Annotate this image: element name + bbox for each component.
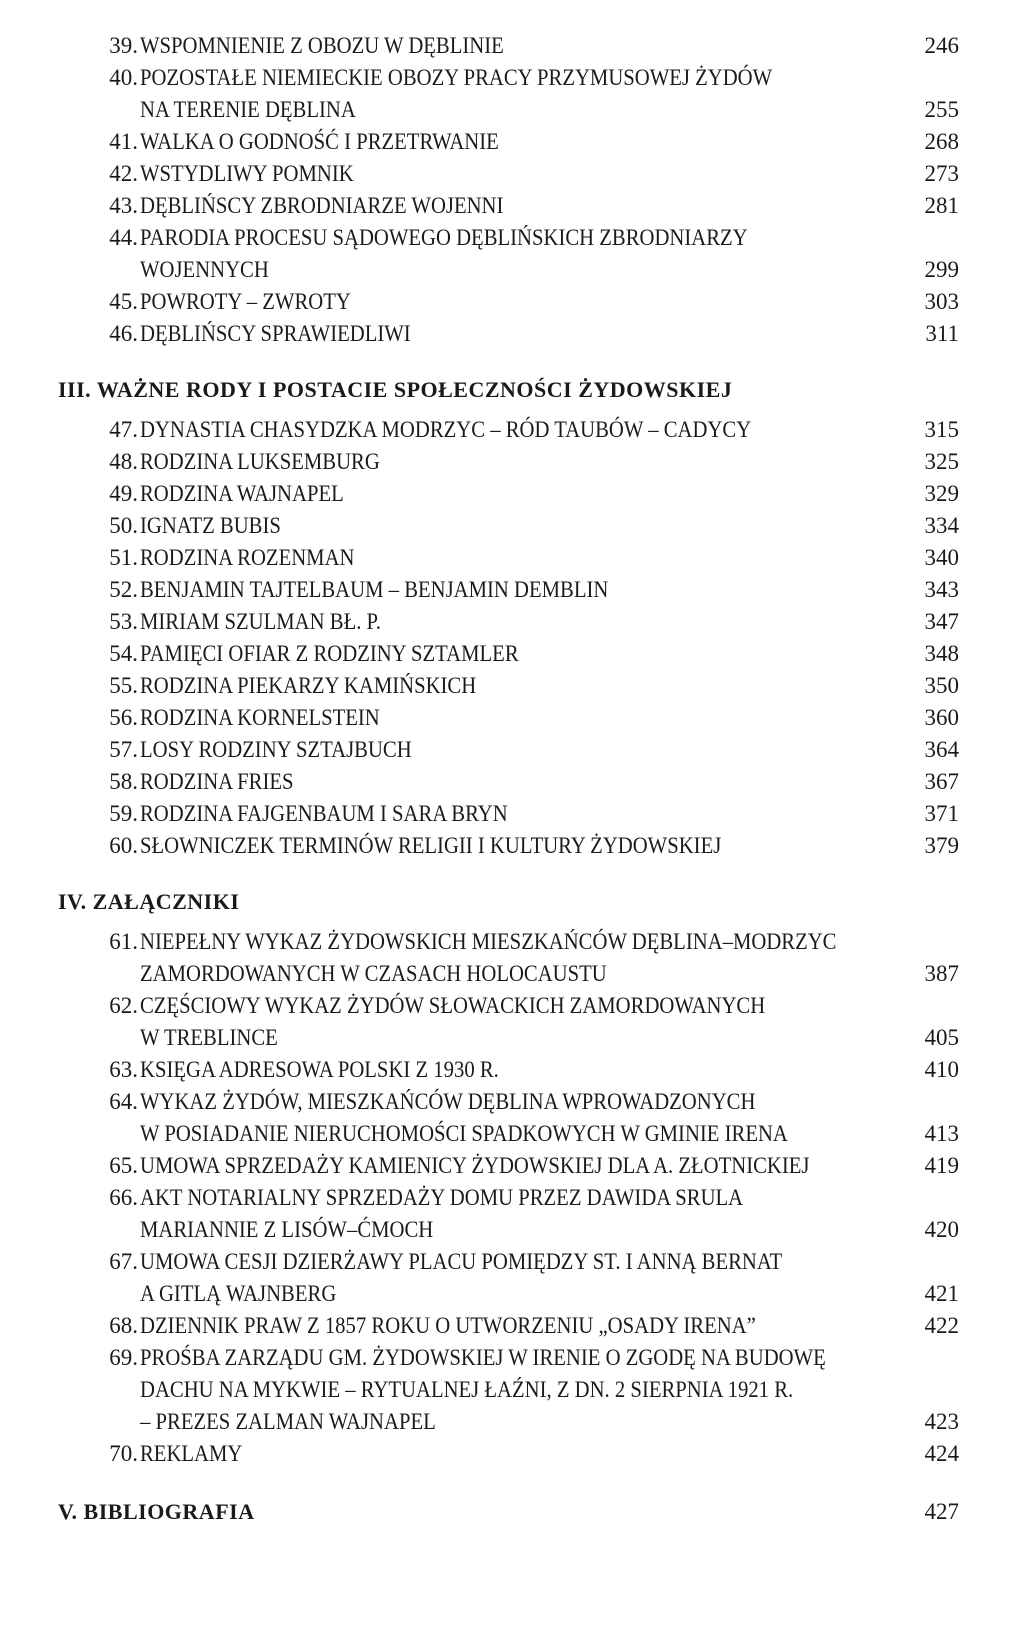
entry-number: 67. bbox=[109, 1249, 138, 1274]
entry-page-number: 371 bbox=[924, 801, 959, 826]
entry-page-number: 334 bbox=[924, 513, 959, 538]
entry-title-line: NIEPEŁNY WYKAZ ŻYDOWSKICH MIESZKAŃCÓW DĘBLINA–MODRZYC bbox=[140, 929, 837, 954]
entry-page-number: 364 bbox=[924, 737, 959, 762]
entry-title-line: REKLAMY bbox=[140, 1441, 243, 1466]
entry-title-line: AKT NOTARIALNY SPRZEDAŻY DOMU PRZEZ DAWIDA SRULA bbox=[140, 1185, 744, 1210]
entry-number: 52. bbox=[109, 577, 138, 602]
toc-entry bbox=[0, 318, 1026, 350]
entry-title-line: KSIĘGA ADRESOWA POLSKI Z 1930 R. bbox=[140, 1057, 499, 1082]
entry-page-number: 311 bbox=[925, 321, 959, 346]
toc-entry bbox=[0, 926, 1026, 990]
entry-number: 53. bbox=[109, 609, 138, 634]
entry-title-line: – PREZES ZALMAN WAJNAPEL bbox=[140, 1409, 436, 1434]
entry-title-line: RODZINA LUKSEMBURG bbox=[140, 449, 380, 474]
toc-entry bbox=[0, 830, 1026, 862]
toc-entry bbox=[0, 126, 1026, 158]
entry-number: 58. bbox=[109, 769, 138, 794]
toc-entry bbox=[0, 734, 1026, 766]
entry-title-line: WSPOMNIENIE Z OBOZU W DĘBLINIE bbox=[140, 33, 504, 58]
entry-page-number: 303 bbox=[924, 289, 959, 314]
entry-title-line: RODZINA WAJNAPEL bbox=[140, 481, 344, 506]
toc-entry bbox=[0, 1182, 1026, 1246]
entry-number: 41. bbox=[109, 129, 138, 154]
entry-page-number: 268 bbox=[924, 129, 959, 154]
toc-entry bbox=[0, 638, 1026, 670]
entry-number: 68. bbox=[109, 1313, 138, 1338]
toc-entry bbox=[0, 1054, 1026, 1086]
entry-title-line: RODZINA ROZENMAN bbox=[140, 545, 355, 570]
entry-title-line: WYKAZ ŻYDÓW, MIESZKAŃCÓW DĘBLINA WPROWADZONYCH bbox=[140, 1089, 756, 1114]
toc-entry bbox=[0, 990, 1026, 1054]
toc-entry bbox=[0, 1342, 1026, 1438]
entry-number: 47. bbox=[109, 417, 138, 442]
toc-entry bbox=[0, 670, 1026, 702]
entry-title-line: DACHU NA MYKWIE – RYTUALNEJ ŁAŹNI, Z DN. 2 SIERPNIA 1921 R. bbox=[140, 1377, 794, 1402]
toc-entry bbox=[0, 1310, 1026, 1342]
entry-number: 55. bbox=[109, 673, 138, 698]
entry-number: 54. bbox=[109, 641, 138, 666]
entry-page-number: 419 bbox=[924, 1153, 959, 1178]
entry-number: 64. bbox=[109, 1089, 138, 1114]
toc-entry bbox=[0, 702, 1026, 734]
toc-entry bbox=[0, 606, 1026, 638]
entry-title-line: IGNATZ BUBIS bbox=[140, 513, 281, 538]
entry-title-line: RODZINA FAJGENBAUM I SARA BRYN bbox=[140, 801, 508, 826]
entry-number: 59. bbox=[109, 801, 138, 826]
entry-number: 48. bbox=[109, 449, 138, 474]
entry-page-number: 315 bbox=[924, 417, 959, 442]
toc-entry bbox=[0, 1246, 1026, 1310]
toc-entry bbox=[0, 222, 1026, 286]
entry-number: 57. bbox=[109, 737, 138, 762]
entry-title-line: W POSIADANIE NIERUCHOMOŚCI SPADKOWYCH W GMINIE IRENA bbox=[140, 1121, 788, 1146]
section-page-number: 427 bbox=[924, 1499, 959, 1524]
toc-entry bbox=[0, 286, 1026, 318]
entry-page-number: 246 bbox=[924, 33, 959, 58]
entry-title-line: LOSY RODZINY SZTAJBUCH bbox=[140, 737, 412, 762]
entry-number: 56. bbox=[109, 705, 138, 730]
entry-number: 61. bbox=[109, 929, 138, 954]
toc-entry bbox=[0, 574, 1026, 606]
entry-title-line: BENJAMIN TAJTELBAUM – BENJAMIN DEMBLIN bbox=[140, 577, 609, 602]
entry-title-line: WSTYDLIWY POMNIK bbox=[140, 161, 354, 186]
toc-entry bbox=[0, 1438, 1026, 1470]
entry-title-line: CZĘŚCIOWY WYKAZ ŻYDÓW SŁOWACKICH ZAMORDOWANYCH bbox=[140, 993, 766, 1018]
entry-page-number: 420 bbox=[924, 1217, 959, 1242]
entry-title-line: RODZINA FRIES bbox=[140, 769, 294, 794]
entry-page-number: 325 bbox=[924, 449, 959, 474]
entry-title-line: RODZINA PIEKARZY KAMIŃSKICH bbox=[140, 673, 477, 698]
toc-entry bbox=[0, 446, 1026, 478]
entry-title-line: SŁOWNICZEK TERMINÓW RELIGII I KULTURY ŻYDOWSKIEJ bbox=[140, 833, 722, 858]
toc-entry bbox=[0, 542, 1026, 574]
entry-page-number: 422 bbox=[924, 1313, 959, 1338]
entry-page-number: 387 bbox=[924, 961, 959, 986]
entry-number: 44. bbox=[109, 225, 138, 250]
entry-title-line: A GITLĄ WAJNBERG bbox=[140, 1281, 337, 1306]
entry-page-number: 410 bbox=[924, 1057, 959, 1082]
entry-page-number: 413 bbox=[924, 1121, 959, 1146]
entry-number: 49. bbox=[109, 481, 138, 506]
toc-entry bbox=[0, 62, 1026, 126]
entry-page-number: 347 bbox=[924, 609, 959, 634]
entry-title-line: WOJENNYCH bbox=[140, 257, 269, 282]
entry-title-line: RODZINA KORNELSTEIN bbox=[140, 705, 380, 730]
toc-entry bbox=[0, 190, 1026, 222]
entry-title-line: ZAMORDOWANYCH W CZASACH HOLOCAUSTU bbox=[140, 961, 607, 986]
entry-page-number: 281 bbox=[924, 193, 959, 218]
entry-number: 39. bbox=[109, 33, 138, 58]
toc-entry bbox=[0, 158, 1026, 190]
entry-number: 45. bbox=[109, 289, 138, 314]
entry-page-number: 340 bbox=[924, 545, 959, 570]
toc-entry bbox=[0, 1150, 1026, 1182]
entry-title-line: MIRIAM SZULMAN BŁ. P. bbox=[140, 609, 381, 634]
entry-page-number: 348 bbox=[924, 641, 959, 666]
entry-number: 40. bbox=[109, 65, 138, 90]
entry-number: 69. bbox=[109, 1345, 138, 1370]
entry-page-number: 379 bbox=[924, 833, 959, 858]
entry-page-number: 343 bbox=[924, 577, 959, 602]
entry-number: 60. bbox=[109, 833, 138, 858]
entry-number: 63. bbox=[109, 1057, 138, 1082]
entry-title-line: DYNASTIA CHASYDZKA MODRZYC – RÓD TAUBÓW – CADYCY bbox=[140, 417, 752, 442]
entry-page-number: 255 bbox=[924, 97, 959, 122]
entry-title-line: PAMIĘCI OFIAR Z RODZINY SZTAMLER bbox=[140, 641, 519, 666]
toc-entry bbox=[0, 1086, 1026, 1150]
entry-number: 62. bbox=[109, 993, 138, 1018]
entry-title-line: MARIANNIE Z LISÓW–ĆMOCH bbox=[140, 1217, 434, 1242]
section-title: III. WAŻNE RODY I POSTACIE SPOŁECZNOŚCI ŻYDOWSKIEJ bbox=[58, 377, 733, 402]
entry-title-line: WALKA O GODNOŚĆ I PRZETRWANIE bbox=[140, 129, 499, 154]
entry-title-line: NA TERENIE DĘBLINA bbox=[140, 97, 356, 122]
entry-page-number: 350 bbox=[924, 673, 959, 698]
entry-number: 70. bbox=[109, 1441, 138, 1466]
entry-number: 65. bbox=[109, 1153, 138, 1178]
entry-number: 43. bbox=[109, 193, 138, 218]
entry-title-line: W TREBLINCE bbox=[140, 1025, 278, 1050]
toc-entry bbox=[0, 478, 1026, 510]
entry-page-number: 329 bbox=[924, 481, 959, 506]
entry-page-number: 423 bbox=[924, 1409, 959, 1434]
entry-title-line: UMOWA CESJI DZIERŻAWY PLACU POMIĘDZY ST. I ANNĄ BERNAT bbox=[140, 1249, 783, 1274]
toc-entry bbox=[0, 30, 1026, 62]
entry-title-line: DĘBLIŃSCY SPRAWIEDLIWI bbox=[140, 321, 411, 346]
section-title: IV. ZAŁĄCZNIKI bbox=[58, 889, 240, 914]
entry-number: 46. bbox=[109, 321, 138, 346]
entry-number: 50. bbox=[109, 513, 138, 538]
section-title: V. BIBLIOGRAFIA bbox=[58, 1499, 255, 1524]
entry-page-number: 424 bbox=[924, 1441, 959, 1466]
entry-page-number: 299 bbox=[924, 257, 959, 282]
entry-title-line: UMOWA SPRZEDAŻY KAMIENICY ŻYDOWSKIEJ DLA A. ZŁOTNICKIEJ bbox=[140, 1153, 810, 1178]
entry-page-number: 421 bbox=[924, 1281, 959, 1306]
entry-page-number: 367 bbox=[924, 769, 959, 794]
toc-entry bbox=[0, 510, 1026, 542]
entry-page-number: 273 bbox=[924, 161, 959, 186]
entry-title-line: POWROTY – ZWROTY bbox=[140, 289, 351, 314]
entry-page-number: 360 bbox=[924, 705, 959, 730]
entry-number: 66. bbox=[109, 1185, 138, 1210]
entry-page-number: 405 bbox=[924, 1025, 959, 1050]
toc-entry bbox=[0, 798, 1026, 830]
entry-number: 42. bbox=[109, 161, 138, 186]
entry-title-line: DZIENNIK PRAW Z 1857 ROKU O UTWORZENIU „OSADY IRENA” bbox=[140, 1313, 756, 1338]
toc-entry bbox=[0, 414, 1026, 446]
entry-title-line: PARODIA PROCESU SĄDOWEGO DĘBLIŃSKICH ZBRODNIARZY bbox=[140, 225, 748, 250]
entry-title-line: PROŚBA ZARZĄDU GM. ŻYDOWSKIEJ W IRENIE O ZGODĘ NA BUDOWĘ bbox=[140, 1345, 826, 1370]
entry-title-line: POZOSTAŁE NIEMIECKIE OBOZY PRACY PRZYMUSOWEJ ŻYDÓW bbox=[140, 65, 773, 90]
entry-title-line: DĘBLIŃSCY ZBRODNIARZE WOJENNI bbox=[140, 193, 504, 218]
entry-number: 51. bbox=[109, 545, 138, 570]
toc-entry bbox=[0, 766, 1026, 798]
